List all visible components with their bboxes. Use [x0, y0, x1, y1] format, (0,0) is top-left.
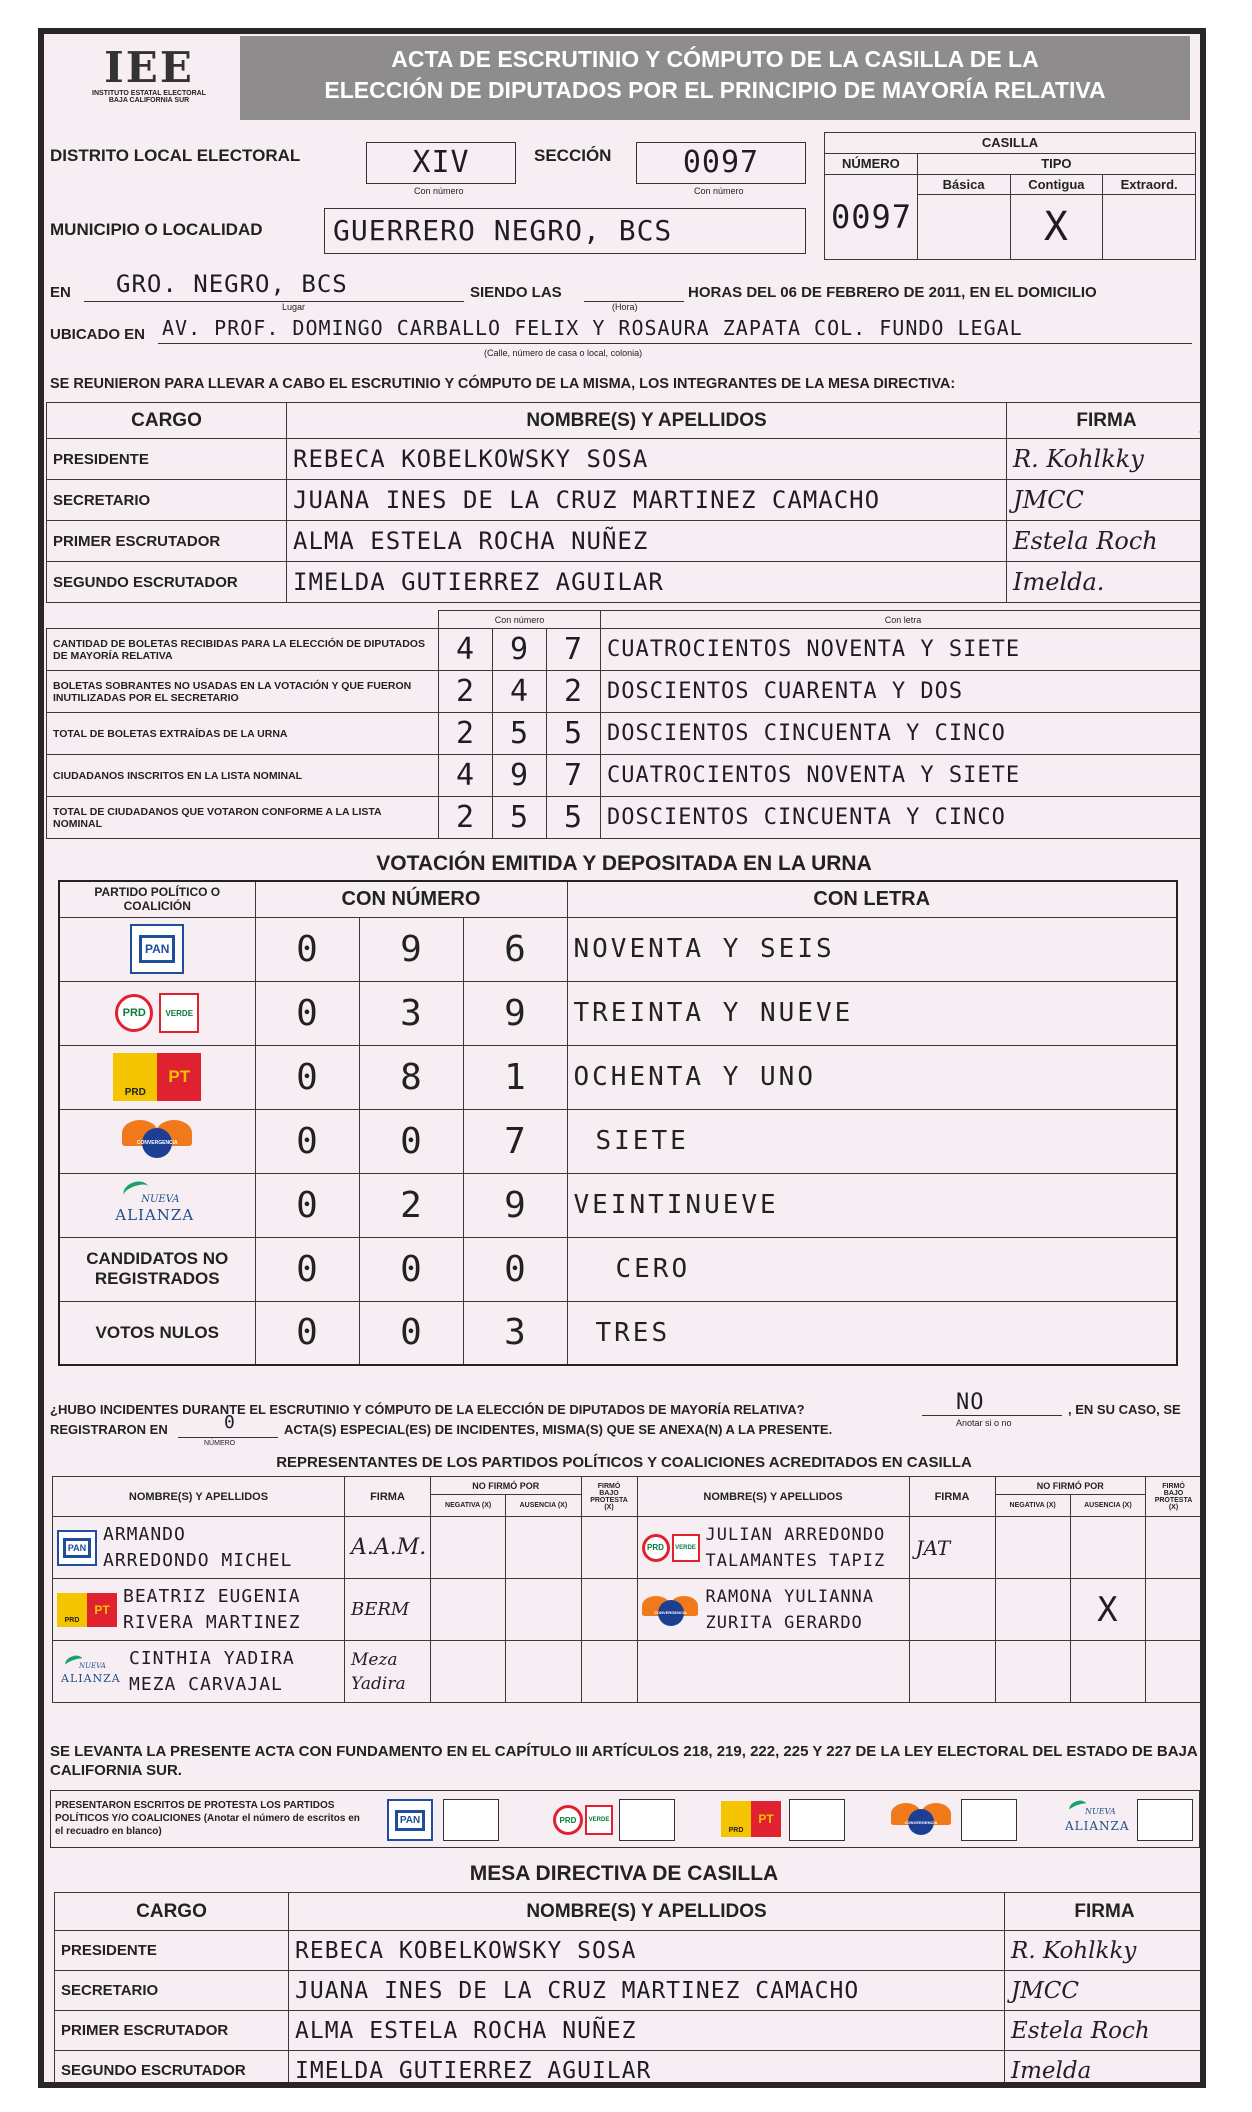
count-label: TOTAL DE CIUDADANOS QUE VOTARON CONFORME A LA LISTA NOMINAL — [47, 797, 439, 839]
title-line-1: ACTA DE ESCRUTINIO Y CÓMPUTO DE LA CASILLA DE LA — [391, 46, 1039, 72]
rep-name-line1: BEATRIZ EUGENIA — [123, 1585, 301, 1607]
rep-signature: JAT — [909, 1517, 995, 1579]
count-label: CIUDADANOS INSCRITOS EN LA LISTA NOMINAL — [47, 755, 439, 797]
count-letra: DOSCIENTOS CINCUENTA Y CINCO — [601, 713, 1206, 755]
rep-protesta — [581, 1517, 637, 1579]
convergencia-logo-icon: CONVERGENCIA — [891, 1797, 951, 1841]
casilla-basica-label: Básica — [917, 174, 1010, 195]
electoral-act-form — [38, 28, 1206, 2088]
vote-digit: 0 — [255, 1109, 359, 1173]
party-cell — [59, 917, 255, 981]
reps-row — [53, 1641, 1202, 1703]
vote-row-pan — [59, 917, 1177, 981]
nombre-cell: JUANA INES DE LA CRUZ MARTINEZ CAMACHO — [287, 480, 1007, 521]
incidents-count-caption: NÚMERO — [204, 1440, 236, 1447]
vote-row-prd-verde — [59, 981, 1177, 1045]
siendo-label: SIENDO LAS — [470, 284, 562, 301]
cargo-cell: SECRETARIO — [55, 1971, 289, 2011]
rep-left-cell — [53, 1641, 345, 1703]
cargo-cell: PRIMER ESCRUTADOR — [55, 2011, 289, 2051]
mesa-bottom-title: MESA DIRECTIVA DE CASILLA — [469, 1862, 779, 1885]
title-line-2: ELECCIÓN DE DIPUTADOS POR EL PRINCIPIO DE MAYORÍA RELATIVA — [324, 77, 1106, 103]
rep-ausencia — [506, 1517, 581, 1579]
rep-negativa — [995, 1517, 1070, 1579]
horas-text: HORAS DEL 06 DE FEBRERO DE 2011, EN EL DOMICILIO — [688, 284, 1097, 301]
ubicado-label: UBICADO EN — [50, 326, 146, 343]
hora-caption: (Hora) — [612, 302, 638, 312]
casilla-basica-box — [917, 195, 1010, 260]
vote-digit: 0 — [463, 1237, 567, 1301]
vote-digit: 0 — [359, 1301, 463, 1365]
mesa-bottom-nombre-header: NOMBRE(S) Y APELLIDOS — [289, 1893, 1005, 1931]
nombre-cell: REBECA KOBELKOWSKY SOSA — [289, 1931, 1005, 1971]
protest-box-nueva-alianza[interactable] — [1137, 1799, 1193, 1841]
reps-left-ausencia-header: AUSENCIA (X) — [506, 1495, 581, 1517]
count-digit: 2 — [439, 713, 493, 755]
rep-signature — [909, 1579, 995, 1641]
rep-negativa — [431, 1641, 506, 1703]
party-label: CANDIDATOS NO REGISTRADOS — [59, 1237, 255, 1301]
count-digit: 2 — [439, 671, 493, 713]
municipality-label: MUNICIPIO O LOCALIDAD — [50, 220, 263, 239]
reps-right-nofirmo-header: NO FIRMÓ POR — [995, 1477, 1146, 1495]
cargo-cell: SEGUNDO ESCRUTADOR — [47, 562, 287, 603]
rep-protesta — [581, 1579, 637, 1641]
count-label: TOTAL DE BOLETAS EXTRAÍDAS DE LA URNA — [47, 713, 439, 755]
lugar-caption: Lugar — [282, 302, 306, 312]
prd-pt-logo-icon: PRD PT — [57, 1593, 117, 1627]
firma-cell: R. Kohlkky — [1007, 439, 1207, 480]
rep-name-line1: CINTHIA YADIRA — [129, 1647, 295, 1669]
protest-box-convergencia[interactable] — [961, 1799, 1017, 1841]
reps-right-nombre-header: NOMBRE(S) Y APELLIDOS — [637, 1477, 909, 1517]
section-label: SECCIÓN — [534, 146, 612, 165]
vote-letra: NOVENTA Y SEIS — [567, 917, 1177, 981]
section-value: 0097 — [682, 145, 760, 180]
count-digit: 5 — [547, 713, 601, 755]
count-digit: 2 — [439, 797, 493, 839]
firma-cell: Estela Roch — [1007, 521, 1207, 562]
party-cell — [59, 1109, 255, 1173]
vote-digit: 0 — [359, 1237, 463, 1301]
mesa-bottom-row — [55, 2011, 1205, 2051]
protest-box-prd-pt[interactable] — [789, 1799, 845, 1841]
nueva-alianza-logo-icon: NUEVA ALIANZA — [1061, 1799, 1131, 1839]
vote-digit: 0 — [255, 1301, 359, 1365]
vote-row-nulos — [59, 1301, 1177, 1365]
nombre-cell: JUANA INES DE LA CRUZ MARTINEZ CAMACHO — [289, 1971, 1005, 2011]
rep-protesta — [1146, 1579, 1202, 1641]
prd-pt-logo-icon: PRD PT — [113, 1053, 201, 1101]
nombre-cell: IMELDA GUTIERREZ AGUILAR — [287, 562, 1007, 603]
convergencia-logo-icon: CONVERGENCIA — [122, 1114, 192, 1164]
firma-cell: R. Kohlkky — [1005, 1931, 1205, 1971]
rep-name-line2: MEZA CARVAJAL — [129, 1673, 283, 1695]
votes-numero-header: CON NÚMERO — [255, 881, 567, 917]
rep-left-cell — [53, 1517, 345, 1579]
vote-digit: 1 — [463, 1045, 567, 1109]
cargo-cell: PRESIDENTE — [55, 1931, 289, 1971]
municipality-value: GUERRERO NEGRO, BCS — [333, 214, 673, 247]
vote-row-prd-pt — [59, 1045, 1177, 1109]
section-caption: Con número — [694, 186, 744, 196]
count-row — [47, 629, 1206, 671]
rep-right-empty — [637, 1641, 909, 1703]
reps-right-negativa-header: NEGATIVA (X) — [995, 1495, 1070, 1517]
vote-letra: OCHENTA Y UNO — [567, 1045, 1177, 1109]
rep-right-empty — [909, 1641, 995, 1703]
rep-right-cell — [637, 1579, 909, 1641]
votes-table — [58, 880, 1178, 1366]
mesa-bottom-table — [54, 1892, 1205, 2088]
vote-row-no-registrados — [59, 1237, 1177, 1301]
reps-title: REPRESENTANTES DE LOS PARTIDOS POLÍTICOS Y COALICIONES ACREDITADOS EN CASILLA — [276, 1454, 972, 1471]
district-caption: Con número — [414, 186, 464, 196]
nombre-cell: ALMA ESTELA ROCHA NUÑEZ — [289, 2011, 1005, 2051]
casilla-contigua-label: Contigua — [1010, 174, 1103, 195]
vote-row-convergencia — [59, 1109, 1177, 1173]
firma-cell: JMCC — [1005, 1971, 1205, 2011]
protest-box-pan[interactable] — [443, 1799, 499, 1841]
reps-left-nombre-header: NOMBRE(S) Y APELLIDOS — [53, 1477, 345, 1517]
mesa-bottom-firma-header: FIRMA — [1005, 1893, 1205, 1931]
mesa-bottom-row — [55, 1971, 1205, 2011]
vote-letra: CERO — [567, 1237, 1177, 1301]
count-digit: 9 — [493, 755, 547, 797]
vote-digit: 0 — [255, 1173, 359, 1237]
reps-left-protesta-header: FIRMÓ BAJO PROTESTA (X) — [581, 1477, 637, 1517]
nombre-cell: IMELDA GUTIERREZ AGUILAR — [289, 2051, 1005, 2089]
count-digit: 7 — [547, 629, 601, 671]
district-label: DISTRITO LOCAL ELECTORAL — [50, 146, 301, 165]
incidents-answer: NO — [956, 1390, 985, 1415]
count-label: BOLETAS SOBRANTES NO USADAS EN LA VOTACIÓN Y QUE FUERON INUTILIZADAS POR EL SECRETARIO — [47, 671, 439, 713]
firma-cell: JMCC — [1007, 480, 1207, 521]
rep-name-line1: JULIAN ARREDONDO — [705, 1524, 886, 1545]
protest-box-prd-verde[interactable] — [619, 1799, 675, 1841]
vote-digit: 6 — [463, 917, 567, 981]
reps-row — [53, 1517, 1202, 1579]
side-note: ORIGINAL: EXPEDIENTE DE DIPUTADOS DE MAYORÍA RELATIVA, 1ERA. COPIA PREP, 2DA. COPIA POR FUERA DEL PAQUETE DE DIPUTADOS DE MAYORÍA RELATIVA, 3A. COPIA EN ADELANTE A PARTIDOS POLÍTICOS Y COALICIONES — [1199, 34, 1206, 813]
iee-logo-mark: IEE — [104, 43, 194, 92]
rep-ausencia — [506, 1579, 581, 1641]
count-digit: 4 — [439, 755, 493, 797]
rep-right-empty — [995, 1641, 1070, 1703]
party-cell — [59, 981, 255, 1045]
count-digit: 2 — [547, 671, 601, 713]
count-row — [47, 671, 1206, 713]
rep-ausencia — [506, 1641, 581, 1703]
party-cell — [59, 1045, 255, 1109]
count-letra: DOSCIENTOS CINCUENTA Y CINCO — [601, 797, 1206, 839]
casilla-extraord-box — [1103, 195, 1196, 260]
protest-row — [50, 1790, 1200, 1848]
votes-title: VOTACIÓN EMITIDA Y DEPOSITADA EN LA URNA — [376, 852, 872, 875]
vote-digit: 7 — [463, 1109, 567, 1173]
rep-protesta — [581, 1641, 637, 1703]
vote-digit: 0 — [255, 1237, 359, 1301]
cargo-cell: PRIMER ESCRUTADOR — [47, 521, 287, 562]
district-field — [366, 142, 516, 184]
pan-logo-icon: PAN — [57, 1530, 97, 1566]
reps-left-firma-header: FIRMA — [345, 1477, 431, 1517]
casilla-title: CASILLA — [825, 133, 1196, 154]
prd-verde-logo-icon: PRD VERDE — [115, 990, 199, 1036]
count-row — [47, 713, 1206, 755]
section-field — [636, 142, 806, 184]
casilla-numero-value: 0097 — [831, 197, 913, 236]
mesa-top-cargo-header: CARGO — [47, 403, 287, 439]
firma-cell: Imelda. — [1007, 562, 1207, 603]
vote-digit: 9 — [463, 981, 567, 1045]
rep-negativa — [431, 1579, 506, 1641]
casilla-tipo-label: TIPO — [917, 153, 1195, 174]
rep-ausencia: X — [1070, 1579, 1145, 1641]
vote-letra: VEINTINUEVE — [567, 1173, 1177, 1237]
institute-name: INSTITUTO ESTATAL ELECTORAL — [92, 90, 206, 97]
casilla-table — [824, 132, 1196, 260]
vote-digit: 3 — [359, 981, 463, 1045]
rep-signature: A.A.M. — [345, 1517, 431, 1579]
count-digit: 5 — [547, 797, 601, 839]
casilla-numero-cell — [825, 174, 918, 259]
municipality-field — [324, 208, 806, 254]
rep-negativa — [431, 1517, 506, 1579]
vote-digit: 8 — [359, 1045, 463, 1109]
vote-digit: 9 — [359, 917, 463, 981]
mesa-bottom-cargo-header: CARGO — [55, 1893, 289, 1931]
mesa-top-row — [47, 521, 1207, 562]
rep-left-cell — [53, 1579, 345, 1641]
count-row — [47, 797, 1206, 839]
count-letra: CUATROCIENTOS NOVENTA Y SIETE — [601, 629, 1206, 671]
convergencia-logo-icon: CONVERGENCIA — [642, 1590, 700, 1630]
incidents-question: ¿HUBO INCIDENTES DURANTE EL ESCRUTINIO Y CÓMPUTO DE LA ELECCIÓN DE DIPUTADOS DE MAYORÍA RELATIVA? — [50, 1402, 805, 1417]
vote-letra: TREINTA Y NUEVE — [567, 981, 1177, 1045]
incidents-count: 0 — [224, 1412, 236, 1433]
counts-numero-header: Con número — [439, 611, 601, 629]
rep-signature: BERM — [345, 1579, 431, 1641]
count-digit: 4 — [493, 671, 547, 713]
institute-state: BAJA CALIFORNIA SUR — [108, 97, 190, 104]
casilla-contigua-box — [1010, 195, 1103, 260]
reps-right-firma-header: FIRMA — [909, 1477, 995, 1517]
vote-digit: 0 — [359, 1109, 463, 1173]
prd-pt-logo-icon: PRD PT — [721, 1801, 781, 1837]
prd-verde-logo-icon: PRD VERDE — [642, 1530, 700, 1566]
rep-name-line2: ARREDONDO MICHEL — [103, 1549, 293, 1571]
prd-verde-logo-icon: PRD VERDE — [553, 1801, 613, 1839]
nombre-cell: ALMA ESTELA ROCHA NUÑEZ — [287, 521, 1007, 562]
reps-right-protesta-header: FIRMÓ BAJO PROTESTA (X) — [1146, 1477, 1202, 1517]
vote-digit: 2 — [359, 1173, 463, 1237]
counts-corner — [47, 611, 439, 629]
party-cell — [59, 1173, 255, 1237]
mesa-top-row — [47, 480, 1207, 521]
counts-table — [46, 610, 1206, 839]
iee-logo — [74, 43, 224, 120]
casilla-numero-label: NÚMERO — [825, 153, 918, 174]
count-row — [47, 755, 1206, 797]
hora-line — [584, 280, 684, 302]
pan-logo-icon: PAN — [130, 924, 184, 974]
cargo-cell: SECRETARIO — [47, 480, 287, 521]
mesa-bottom-row — [55, 1931, 1205, 1971]
nueva-alianza-logo-icon: NUEVA ALIANZA — [57, 1654, 123, 1690]
reps-row — [53, 1579, 1202, 1641]
count-letra: CUATROCIENTOS NOVENTA Y SIETE — [601, 755, 1206, 797]
ubicado-value: AV. PROF. DOMINGO CARBALLO FELIX Y ROSAURA ZAPATA COL. FUNDO LEGAL — [162, 316, 1023, 340]
vote-digit: 0 — [255, 1045, 359, 1109]
vote-row-nueva-alianza — [59, 1173, 1177, 1237]
rep-negativa — [995, 1579, 1070, 1641]
firma-cell: Estela Roch — [1005, 2011, 1205, 2051]
casilla-extraord-label: Extraord. — [1103, 174, 1196, 195]
vote-letra: SIETE — [567, 1109, 1177, 1173]
count-digit: 5 — [493, 797, 547, 839]
rep-signature: Meza Yadira — [345, 1641, 431, 1703]
count-digit: 5 — [493, 713, 547, 755]
reps-right-ausencia-header: AUSENCIA (X) — [1070, 1495, 1145, 1517]
rep-protesta — [1146, 1517, 1202, 1579]
party-label: VOTOS NULOS — [59, 1301, 255, 1365]
rep-name-line1: ARMANDO — [103, 1523, 186, 1545]
district-value: XIV — [412, 145, 470, 180]
title-band — [240, 36, 1190, 120]
incidents-line2-b: ACTA(S) ESPECIAL(ES) DE INCIDENTES, MISMA(S) QUE SE ANEXA(N) A LA PRESENTE. — [284, 1422, 833, 1437]
mesa-top-row — [47, 439, 1207, 480]
counts-letra-header: Con letra — [601, 611, 1206, 629]
nombre-cell: REBECA KOBELKOWSKY SOSA — [287, 439, 1007, 480]
reps-left-negativa-header: NEGATIVA (X) — [431, 1495, 506, 1517]
rep-right-empty — [1146, 1641, 1202, 1703]
protest-text: PRESENTARON ESCRITOS DE PROTESTA LOS PARTIDOS POLÍTICOS Y/O COALICIONES (Anotar el número de escritos en el recuadro en blanco) — [55, 1800, 360, 1837]
incidents-answer-line — [922, 1394, 1062, 1416]
incidents-line2-a: REGISTRARON EN — [50, 1422, 168, 1437]
rep-right-cell — [637, 1517, 909, 1579]
count-digit: 4 — [439, 629, 493, 671]
closing-text: SE LEVANTA LA PRESENTE ACTA CON FUNDAMENTO EN EL CAPÍTULO III ARTÍCULOS 218, 219, 222, 225 Y 227 DE LA LEY ELECTORAL DEL ESTADO DE BAJA CALIFORNIA SUR. — [50, 1743, 1198, 1779]
count-digit: 7 — [547, 755, 601, 797]
en-label: EN — [50, 284, 71, 301]
reps-table — [52, 1476, 1202, 1703]
rep-name-line2: ZURITA GERARDO — [705, 1612, 863, 1633]
rep-name-line2: RIVERA MARTINEZ — [123, 1611, 301, 1633]
vote-digit: 0 — [255, 917, 359, 981]
rep-name-line1: RAMONA YULIANNA — [705, 1586, 875, 1607]
count-letra: DOSCIENTOS CUARENTA Y DOS — [601, 671, 1206, 713]
vote-digit: 0 — [255, 981, 359, 1045]
rep-ausencia — [1070, 1517, 1145, 1579]
count-label: CANTIDAD DE BOLETAS RECIBIDAS PARA LA ELECCIÓN DE DIPUTADOS DE MAYORÍA RELATIVA — [47, 629, 439, 671]
mesa-top-row — [47, 562, 1207, 603]
vote-digit: 3 — [463, 1301, 567, 1365]
rep-right-empty — [1070, 1641, 1145, 1703]
mesa-top-nombre-header: NOMBRE(S) Y APELLIDOS — [287, 403, 1007, 439]
vote-letra: TRES — [567, 1301, 1177, 1365]
nueva-alianza-logo-icon: NUEVA ALIANZA — [111, 1180, 203, 1226]
reps-left-nofirmo-header: NO FIRMÓ POR — [431, 1477, 582, 1495]
calle-caption: (Calle, número de casa o local, colonia) — [484, 348, 643, 358]
mesa-top-table — [46, 402, 1206, 603]
reunieron-text: SE REUNIERON PARA LLEVAR A CABO EL ESCRUTINIO Y CÓMPUTO DE LA MISMA, LOS INTEGRANTES DE LA MESA DIRECTIVA: — [50, 376, 956, 392]
firma-cell: Imelda — [1005, 2051, 1205, 2089]
en-value: GRO. NEGRO, BCS — [116, 270, 348, 298]
rep-name-line2: TALAMANTES TAPIZ — [705, 1550, 886, 1571]
incidents-answer-caption: Anotar si o no — [956, 1418, 1012, 1428]
pan-logo-icon: PAN — [387, 1799, 433, 1841]
votes-partido-header: PARTIDO POLÍTICO O COALICIÓN — [59, 881, 255, 917]
count-digit: 9 — [493, 629, 547, 671]
mesa-bottom-row — [55, 2051, 1205, 2089]
mesa-top-firma-header: FIRMA — [1007, 403, 1207, 439]
cargo-cell: SEGUNDO ESCRUTADOR — [55, 2051, 289, 2089]
cargo-cell: PRESIDENTE — [47, 439, 287, 480]
casilla-contigua-mark: X — [1043, 204, 1069, 251]
vote-digit: 9 — [463, 1173, 567, 1237]
votes-letra-header: CON LETRA — [567, 881, 1177, 917]
incidents-tail: , EN SU CASO, SE — [1068, 1402, 1181, 1417]
